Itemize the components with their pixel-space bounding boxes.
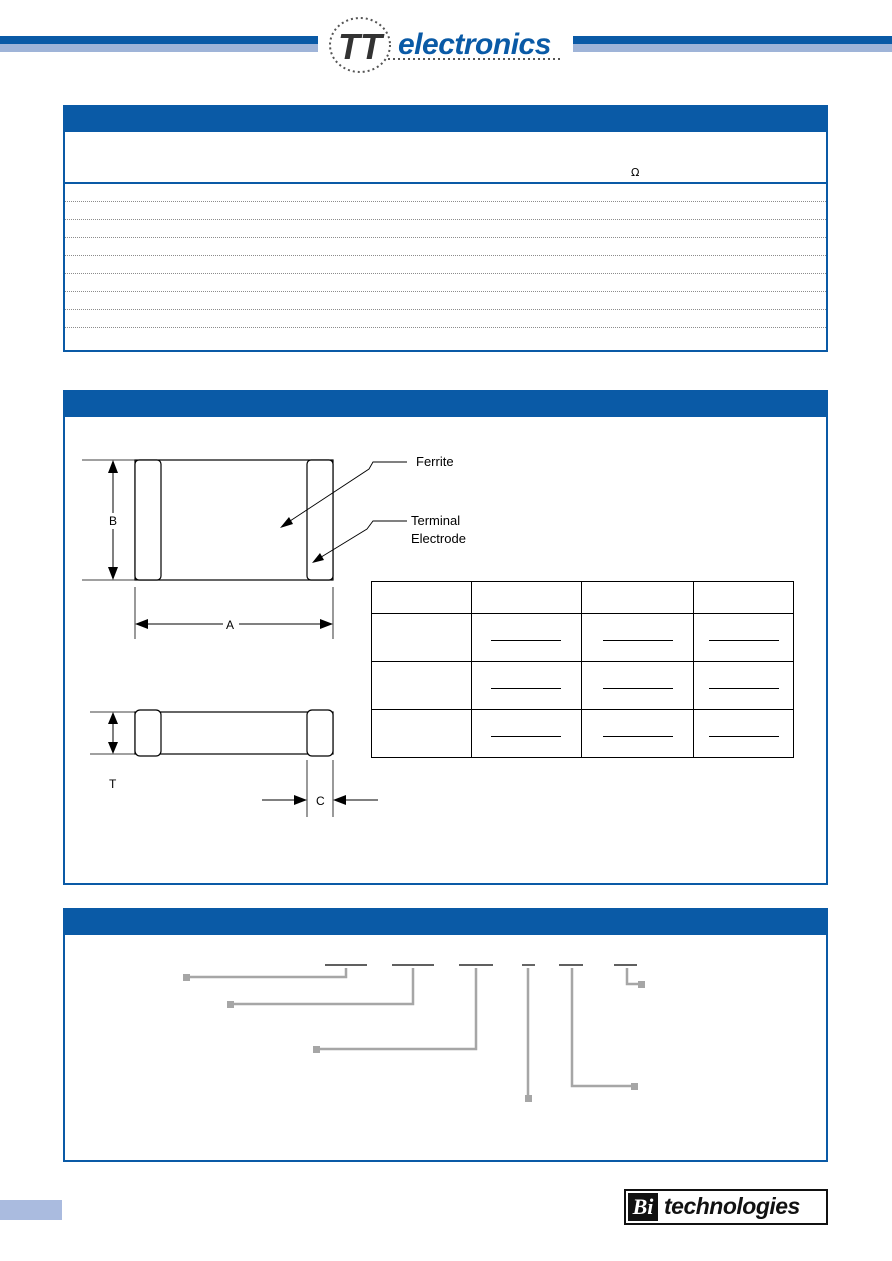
table-cell	[694, 582, 794, 614]
arrow-a-right	[320, 619, 333, 629]
header-bar-right	[573, 36, 892, 44]
ohm-symbol: Ω	[631, 166, 640, 179]
bi-technologies-logo	[624, 1189, 828, 1225]
dim-label-b: B	[109, 514, 118, 528]
table-row	[65, 328, 826, 346]
dim-label-t: T	[109, 777, 117, 791]
table-row	[65, 184, 826, 202]
table-row	[372, 710, 794, 758]
terminal-left	[135, 460, 161, 580]
table-cell	[582, 662, 694, 710]
leader-2	[231, 968, 413, 1004]
leader-3	[317, 968, 476, 1049]
header-bar-right-light	[573, 44, 892, 52]
logo-brand-text: electronics	[398, 28, 551, 61]
table-cell	[694, 614, 794, 662]
table-cell	[582, 710, 694, 758]
table-cell	[471, 662, 582, 710]
terminal-right	[307, 460, 333, 580]
ordering-panel	[63, 908, 828, 1162]
table-cell	[471, 614, 582, 662]
leader-1	[187, 968, 346, 977]
dim-label-a: A	[226, 618, 235, 632]
bi-logo-text: technologies	[664, 1193, 800, 1219]
table-cell	[694, 710, 794, 758]
arrow-b-bottom	[108, 567, 118, 580]
arrow-c-left	[294, 795, 307, 805]
arrow-c-right	[333, 795, 346, 805]
table-cell	[471, 710, 582, 758]
side-body	[135, 712, 333, 754]
arrow-t-top	[108, 712, 118, 724]
tt-electronics-logo	[318, 14, 568, 76]
table-cell	[372, 582, 472, 614]
side-terminal-left	[135, 710, 161, 756]
leader-5	[572, 968, 631, 1086]
dim-label-c: C	[316, 794, 325, 808]
specifications-panel	[63, 105, 828, 352]
dimensions-table	[371, 581, 794, 758]
header-bar-left	[0, 36, 318, 44]
table-row	[372, 614, 794, 662]
ordering-panel-header	[65, 910, 826, 935]
dimensions-panel	[63, 390, 828, 885]
table-cell	[372, 662, 472, 710]
table-header-row	[372, 582, 794, 614]
specifications-panel-header	[65, 107, 826, 132]
table-cell	[372, 710, 472, 758]
bi-logo-mark: Bi	[628, 1193, 658, 1221]
table-row	[65, 220, 826, 238]
table-row	[65, 202, 826, 220]
arrow-b-top	[108, 460, 118, 473]
label-ferrite: Ferrite	[416, 454, 454, 469]
arrow-t-bottom	[108, 742, 118, 754]
leader-end-2	[227, 1001, 234, 1008]
table-cell	[582, 614, 694, 662]
leader-end-1	[183, 974, 190, 981]
table-row	[65, 292, 826, 310]
table-row	[65, 310, 826, 328]
label-electrode: Electrode	[411, 531, 466, 546]
arrow-a-left	[135, 619, 148, 629]
table-cell	[372, 614, 472, 662]
table-cell	[694, 662, 794, 710]
table-row	[65, 274, 826, 292]
part-number-diagram	[65, 935, 826, 1160]
table-row	[65, 256, 826, 274]
specifications-rows	[65, 184, 826, 346]
leader-end-4	[525, 1095, 532, 1102]
label-terminal: Terminal	[411, 513, 461, 528]
dimensions-panel-header	[65, 392, 826, 417]
page-footer-tab	[0, 1200, 62, 1220]
tt-letters: TT	[338, 26, 382, 67]
specifications-column-header	[65, 132, 826, 184]
table-row	[372, 662, 794, 710]
side-terminal-right	[307, 710, 333, 756]
leader-end-3	[313, 1046, 320, 1053]
leader-end-5	[631, 1083, 638, 1090]
ferrite-body	[135, 460, 333, 580]
leader-end-6	[638, 981, 645, 988]
table-cell	[471, 582, 582, 614]
table-row	[65, 238, 826, 256]
header-bar-left-light	[0, 44, 318, 52]
leader-6	[627, 968, 638, 984]
table-cell	[582, 582, 694, 614]
